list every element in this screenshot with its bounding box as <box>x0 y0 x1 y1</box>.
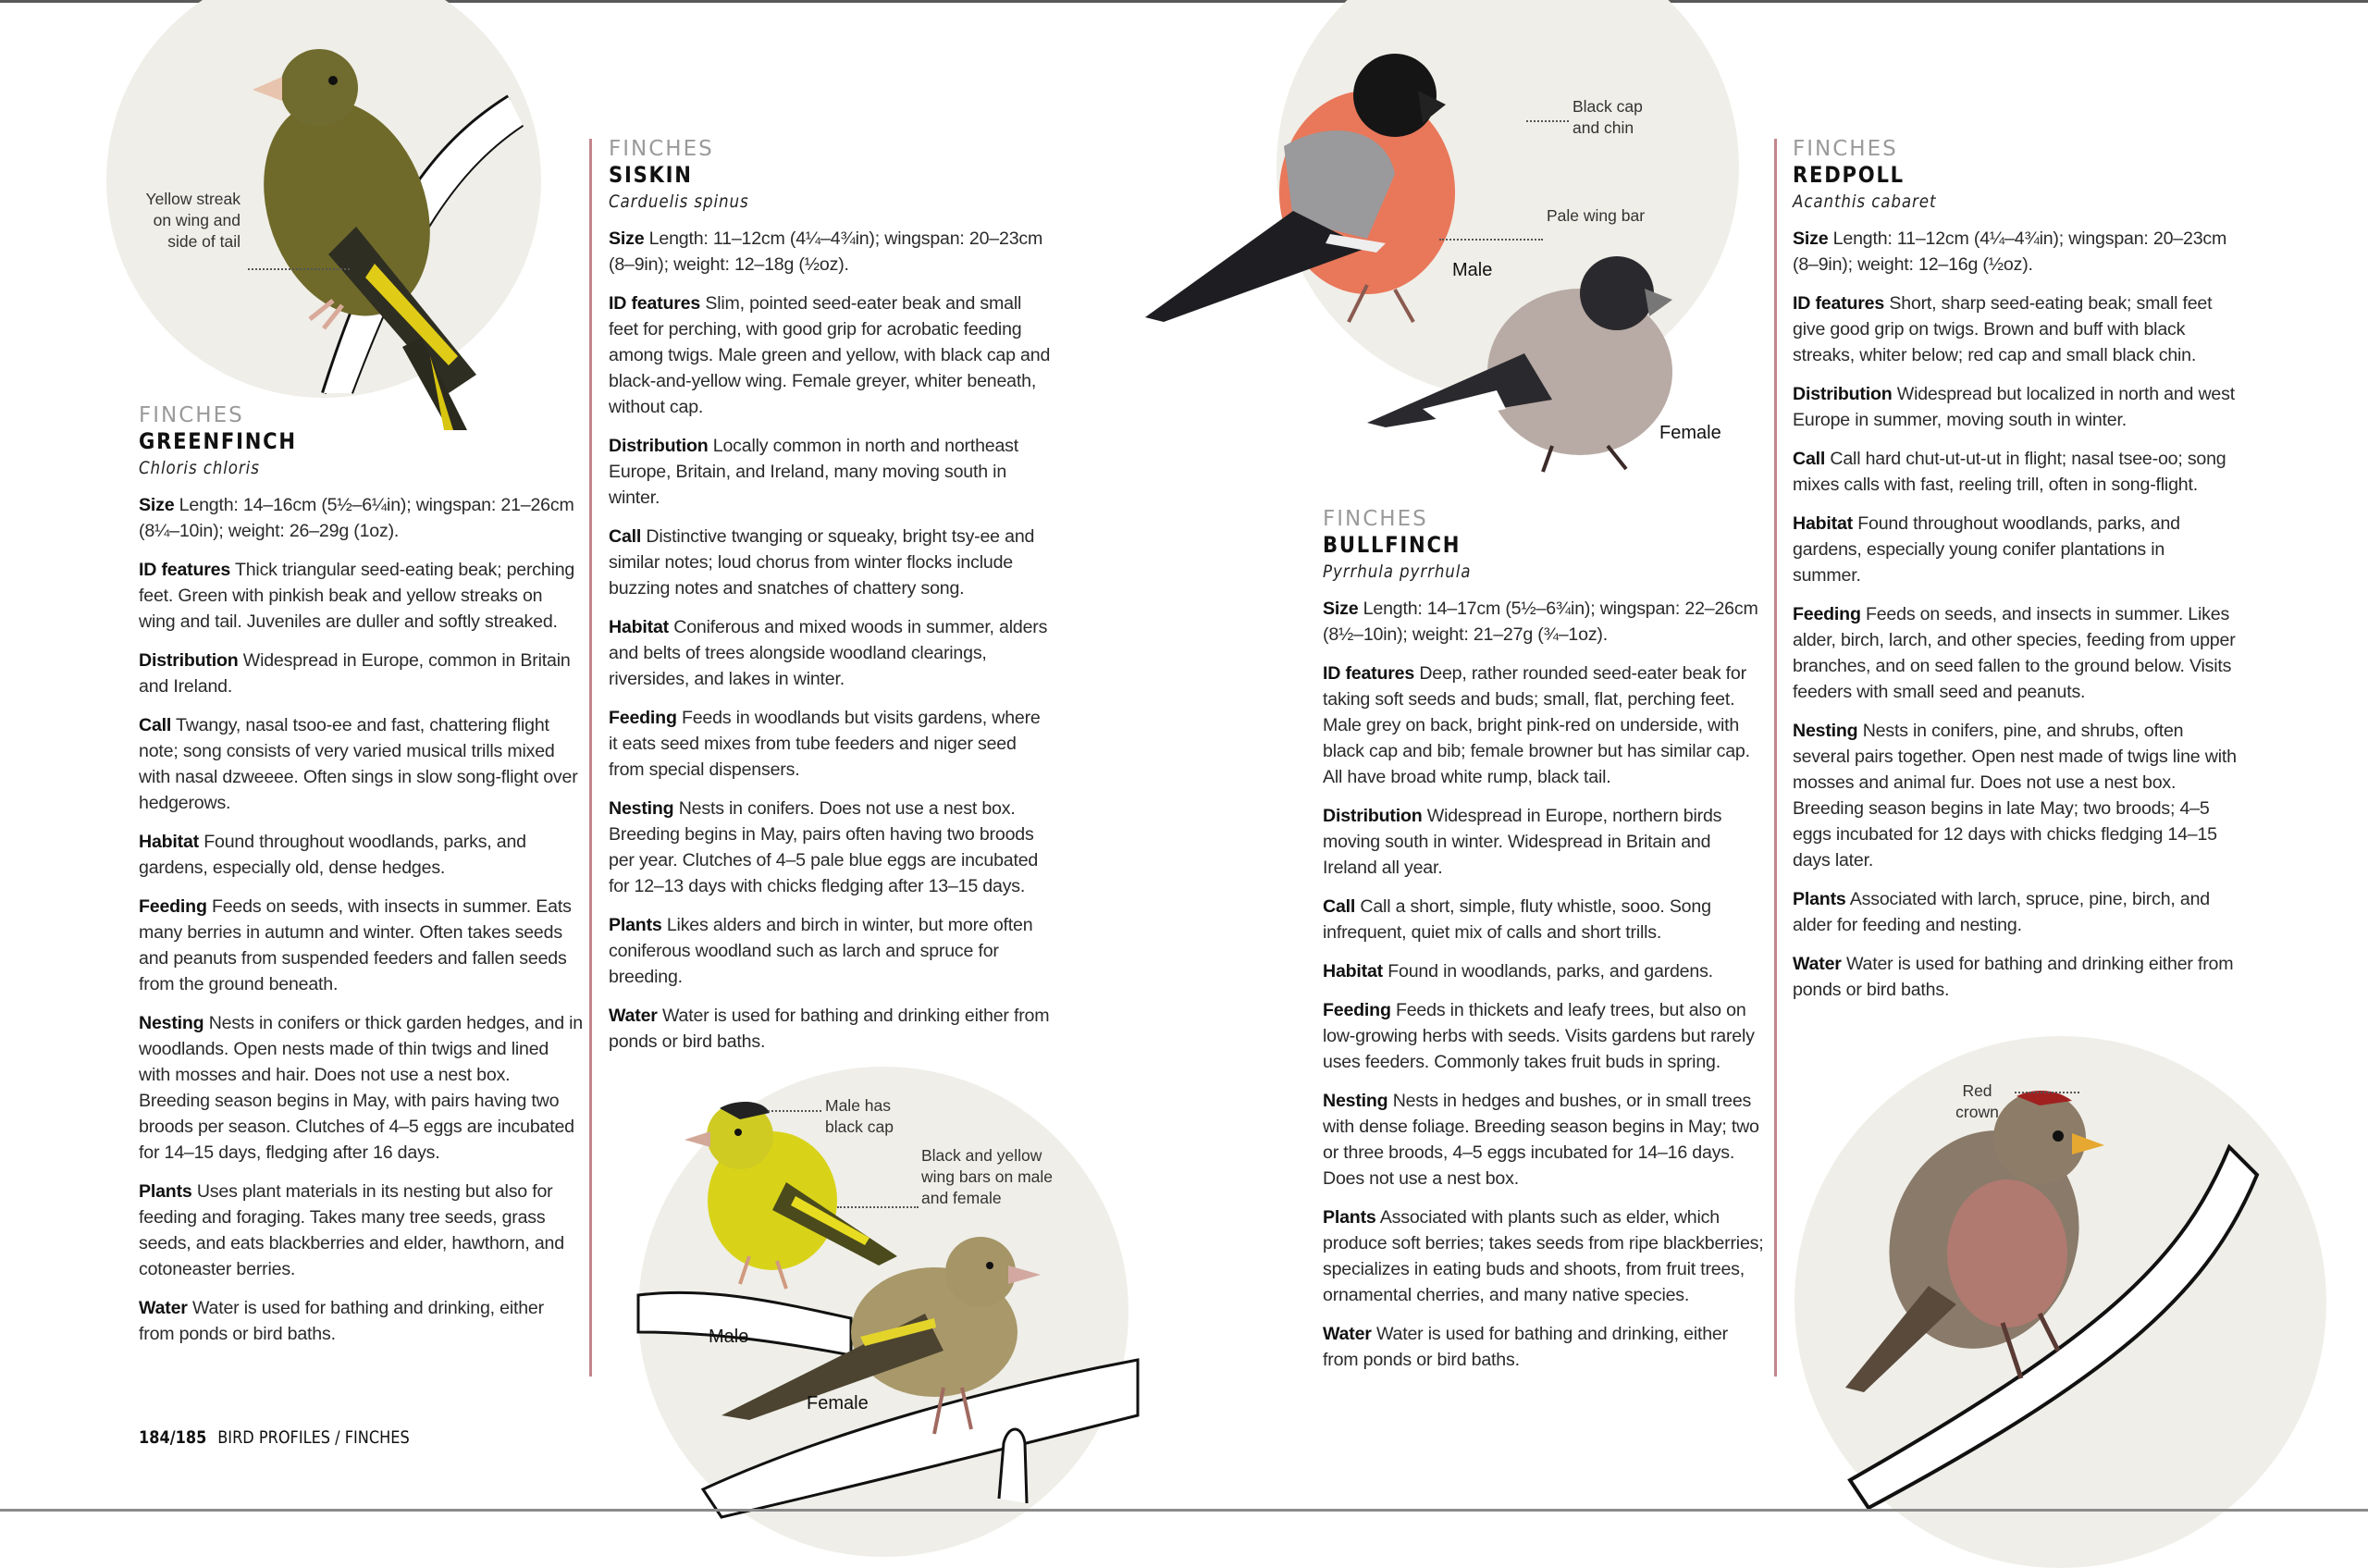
latin-name: Carduelis spinus <box>609 191 749 212</box>
field-id-features: ID features Thick triangular seed-eating beak; perching feet. Green with pinkish beak and yellow streaks on wing and tail. Juveniles are duller and softly streaked. <box>139 560 575 632</box>
bullfinch-female-bird-icon <box>1367 261 1700 474</box>
siskin-label-male: Male <box>709 1327 749 1347</box>
common-name: BULLFINCH <box>1323 532 1462 558</box>
profile-bullfinch <box>1323 507 1767 1386</box>
field-size: Size Length: 14–17cm (5½–6¾in); wingspan: 22–26cm (8½–10in); weight: 21–27g (¾–1oz). <box>1323 599 1758 645</box>
field-id-features: ID features Deep, rather rounded seed-eater beak for taking soft seeds and buds; small, flat, perching feet. Male grey on back, bright pink-red on underside, with black cap and bib; female browner but has similar cap. All have broad white rump, black tail. <box>1323 663 1750 787</box>
field-size: Size Length: 14–16cm (5½–6¼in); wingspan: 21–26cm (8¼–10in); weight: 26–29g (1oz). <box>139 495 574 541</box>
latin-name: Acanthis cabaret <box>1793 191 1937 212</box>
field-feeding: Feeding Feeds in woodlands but visits gardens, where it eats seed mixes from tube feeders and niger seed from special dispensers. <box>609 708 1041 780</box>
field-plants: Plants Associated with plants such as elder, which produce soft berries; takes seeds from ripe blackberries; specializes in eating buds and shoots, from fruit trees, ornamental cherries, and many native species. <box>1323 1207 1764 1305</box>
redpoll-callout: Red crown <box>1955 1081 1999 1121</box>
field-distribution: Distribution Locally common in north and northeast Europe, Britain, and Ireland, many moving south in winter. <box>609 436 1019 508</box>
profile-siskin <box>609 137 1053 1068</box>
field-plants: Plants Uses plant materials in its nesting but also for feeding and foraging. Takes many tree seeds, grass seeds, and eats blackberries and elder, hawthorn, and cotoneaster berries. <box>139 1181 564 1279</box>
field-call: Call Twangy, nasal tsoo-ee and fast, chattering flight note; song consists of very varied musical trills mixed with nasal dzweeee. Often sings in slow song-flight over hedgerows. <box>139 715 578 813</box>
family-label: FINCHES <box>609 137 714 161</box>
latin-name: Chloris chloris <box>139 458 260 478</box>
profile-greenfinch <box>139 403 583 1360</box>
common-name: REDPOLL <box>1793 162 1905 188</box>
field-call: Call Distinctive twanging or squeaky, bright tsy-ee and similar notes; loud chorus from winter flocks include buzzing notes and snatches of chattery song. <box>609 526 1035 599</box>
siskin-callout-cap: Male has black cap <box>825 1096 894 1136</box>
field-id-features: ID features Short, sharp seed-eating beak; small feet give good grip on twigs. Brown and buff with black streaks, whiter below; red cap and small black chin. <box>1793 293 2213 365</box>
siskin-callout-wingbars-leader <box>837 1206 919 1208</box>
field-feeding: Feeding Feeds in thickets and leafy trees, but also on low-growing herbs with seeds. Visits gardens but rarely uses feeders. Commonly takes fruit buds in spring. <box>1323 1000 1755 1072</box>
greenfinch-callout-leader <box>248 268 350 270</box>
latin-name: Pyrrhula pyrrhula <box>1323 562 1472 582</box>
field-water: Water Water is used for bathing and drinking, either from ponds or bird baths. <box>1323 1324 1728 1370</box>
bullfinch-callout-cap: Black cap and chin <box>1572 97 1643 137</box>
field-water: Water Water is used for bathing and drinking, either from ponds or bird baths. <box>139 1298 544 1344</box>
redpoll-callout-leader <box>2015 1092 2079 1093</box>
field-distribution: Distribution Widespread in Europe, northern birds moving south in winter. Widespread in Britain and Ireland all year. <box>1323 806 1722 878</box>
field-habitat: Habitat Found throughout woodlands, parks, and gardens, especially young conifer plantations in summer. <box>1793 513 2180 586</box>
field-call: Call Call a short, simple, fluty whistle, sooo. Song infrequent, quiet mix of calls and short trills. <box>1323 896 1711 943</box>
field-water: Water Water is used for bathing and drinking either from ponds or bird baths. <box>1793 954 2234 1000</box>
bullfinch-callout-cap-leader <box>1526 120 1569 122</box>
greenfinch-callout: Yellow streak on wing and side of tail <box>145 190 240 251</box>
column-divider <box>589 139 592 1377</box>
bullfinch-callout-wingbar-leader <box>1439 239 1543 241</box>
family-label: FINCHES <box>139 403 244 427</box>
field-plants: Plants Associated with larch, spruce, pine, birch, and alder for feeding and nesting. <box>1793 889 2210 935</box>
field-size: Size Length: 11–12cm (4¼–4¾in); wingspan: 20–23cm (8–9in); weight: 12–16g (½oz). <box>1793 228 2227 275</box>
field-habitat: Habitat Found in woodlands, parks, and gardens. <box>1323 961 1713 982</box>
siskin-label-female: Female <box>807 1393 869 1414</box>
bullfinch-callout-wingbar: Pale wing bar <box>1547 206 1646 225</box>
siskin-female-bird-icon <box>722 1230 1054 1443</box>
field-plants: Plants Likes alders and birch in winter, but more often coniferous woodland such as larch and spruce for breeding. <box>609 915 1033 987</box>
field-size: Size Length: 11–12cm (4¼–4¾in); wingspan: 20–23cm (8–9in); weight: 12–18g (½oz). <box>609 228 1043 275</box>
field-nesting: Nesting Nests in conifers or thick garden hedges, and in woodlands. Open nests made of thin twigs and lined with mosses and hair. Does not use a nest box. Breeding season begins in May, with pairs having two broods per season. Clutches of 4–5 eggs are incubated for 14–15 days, fledging after 16 days. <box>139 1013 583 1163</box>
common-name: SISKIN <box>609 162 693 188</box>
field-nesting: Nesting Nests in conifers, pine, and shrubs, often several pairs together. Open nest made of twigs line with mosses and animal fur. Does not use a nest box. Breeding season begins in late May; two broods; 4–5 eggs incubated for 12 days with chicks fledging 14–15 days later. <box>1793 721 2237 870</box>
field-feeding: Feeding Feeds on seeds, and insects in summer. Likes alder, birch, larch, and other species, feeding from upper branches, and on seed fallen to the ground below. Visits feeders with small seed and peanuts. <box>1793 604 2236 702</box>
field-habitat: Habitat Coniferous and mixed woods in summer, alders and belts of trees alongside woodland clearings, riversides, and lakes in winter. <box>609 617 1048 689</box>
common-name: GREENFINCH <box>139 428 297 454</box>
family-label: FINCHES <box>1323 507 1428 531</box>
family-label: FINCHES <box>1793 137 1898 161</box>
siskin-callout-wingbars: Black and yellow wing bars on male and female <box>921 1146 1054 1207</box>
field-habitat: Habitat Found throughout woodlands, parks, and gardens, especially old, dense hedges. <box>139 832 526 878</box>
page-footer <box>139 1427 410 1448</box>
field-distribution: Distribution Widespread but localized in north and west Europe in summer, moving south in winter. <box>1793 384 2235 430</box>
field-water: Water Water is used for bathing and drinking either from ponds or bird baths. <box>609 1006 1050 1052</box>
section-breadcrumb: BIRD PROFILES / FINCHES <box>217 1427 410 1448</box>
profile-redpoll <box>1793 137 2237 1016</box>
field-id-features: ID features Slim, pointed seed-eater beak and small feet for perching, with good grip for acrobatic feeding among twigs. Male green and yellow, with black cap and black-and-yellow wing. Female greyer, whiter beneath, without cap. <box>609 293 1051 417</box>
bullfinch-label-male: Male <box>1452 260 1493 280</box>
field-feeding: Feeding Feeds on seeds, with insects in summer. Eats many berries in autumn and winter. Often takes seeds and peanuts from suspended feeders and fallen seeds from the ground beneath. <box>139 896 572 994</box>
bullfinch-label-female: Female <box>1659 423 1721 443</box>
column-divider <box>1774 139 1777 1377</box>
field-call: Call Call hard chut-ut-ut-ut in flight; nasal tsee-oo; song mixes calls with fast, reeling trill, often in song-flight. <box>1793 449 2226 495</box>
page-numbers: 184/185 <box>139 1427 207 1448</box>
siskin-callout-cap-leader <box>768 1110 821 1112</box>
redpoll-bird-icon <box>1827 1082 2178 1415</box>
greenfinch-bird-icon <box>245 42 504 430</box>
field-nesting: Nesting Nests in hedges and bushes, or in small trees with dense foliage. Breeding season begins in May; two or three broods, 4–5 eggs incubated for 14–16 days. Does not use a nest box. <box>1323 1091 1759 1189</box>
field-nesting: Nesting Nests in conifers. Does not use a nest box. Breeding begins in May, pairs often having two broods per year. Clutches of 4–5 pale blue eggs are incubated for 12–13 days with chicks fledging after 13–15 days. <box>609 798 1039 896</box>
field-distribution: Distribution Widespread in Europe, common in Britain and Ireland. <box>139 650 571 697</box>
